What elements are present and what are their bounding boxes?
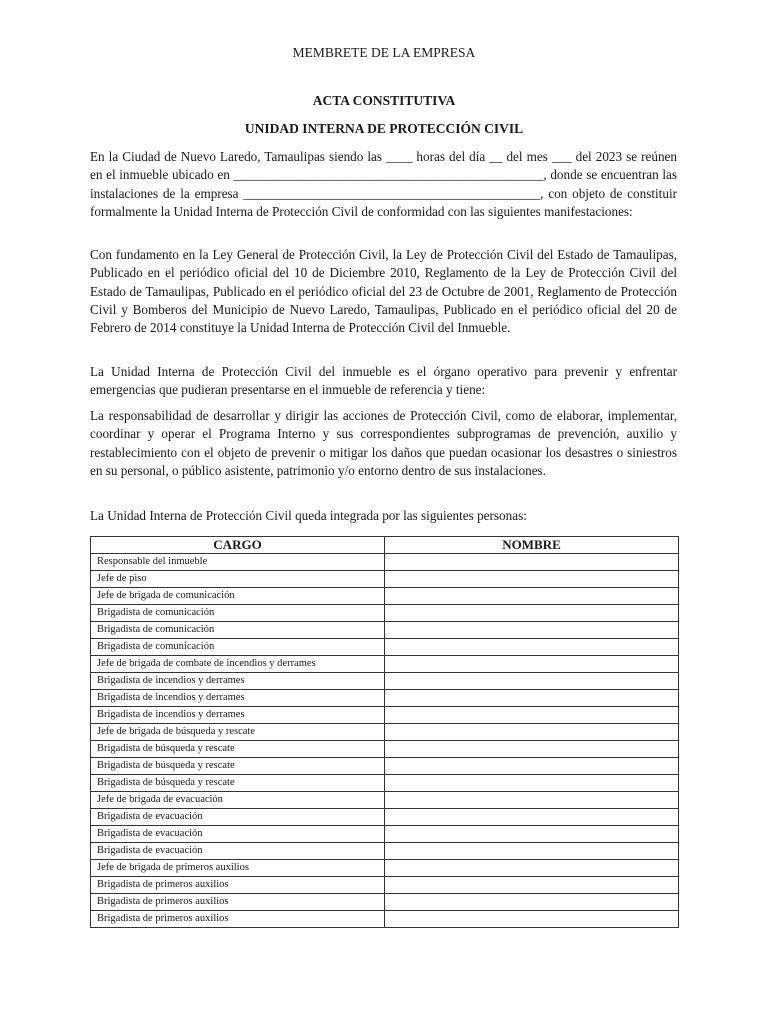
cargo-cell: Brigadista de incendios y derrames: [91, 690, 385, 707]
table-row: [91, 588, 679, 605]
cargo-cell: Jefe de brigada de primeros auxilios: [91, 860, 385, 877]
table-row: [91, 639, 679, 656]
cargo-cell: Brigadista de comunicación: [91, 622, 385, 639]
cargo-cell: Brigadista de evacuación: [91, 843, 385, 860]
cargo-cell: Brigadista de comunicación: [91, 639, 385, 656]
nombre-cell[interactable]: [385, 911, 679, 928]
paragraph-responsibility: La responsabilidad de desarrollar y dirigir las acciones de Protección Civil, como de elaborar, implementar, coordinar y operar el Programa Interno y sus correspondientes subprogramas de prevención, auxilio y restablecimiento con el objeto de prevenir o mitigar los daños que puedan ocasionar los desastres o siniestros en su personal, o público asistente, patrimonio y/o entorno dentro de sus instalaciones.: [90, 408, 677, 478]
cargo-cell: Brigadista de comunicación: [91, 605, 385, 622]
table-row: [91, 673, 679, 690]
table-row: [91, 758, 679, 775]
column-header-cargo: CARGO: [91, 537, 385, 554]
members-table-body: [91, 554, 679, 928]
nombre-cell[interactable]: [385, 571, 679, 588]
table-row: [91, 741, 679, 758]
nombre-cell[interactable]: [385, 758, 679, 775]
nombre-cell[interactable]: [385, 639, 679, 656]
table-row: [91, 809, 679, 826]
cargo-cell: Jefe de brigada de evacuación: [91, 792, 385, 809]
nombre-cell[interactable]: [385, 724, 679, 741]
nombre-cell[interactable]: [385, 605, 679, 622]
table-row: [91, 826, 679, 843]
cargo-cell: Brigadista de búsqueda y rescate: [91, 758, 385, 775]
table-row: [91, 605, 679, 622]
cargo-cell: Brigadista de incendios y derrames: [91, 673, 385, 690]
nombre-cell[interactable]: [385, 741, 679, 758]
cargo-cell: Brigadista de evacuación: [91, 826, 385, 843]
cargo-cell: Responsable del inmueble: [91, 554, 385, 571]
nombre-cell[interactable]: [385, 673, 679, 690]
nombre-cell[interactable]: [385, 775, 679, 792]
nombre-cell[interactable]: [385, 877, 679, 894]
cargo-cell: Brigadista de primeros auxilios: [91, 911, 385, 928]
paragraph-legal-basis: Con fundamento en la Ley General de Protección Civil, la Ley de Protección Civil del Estado de Tamaulipas, Publicado en el periódico oficial del 10 de Diciembre 2010, Reglamento de la Ley de Protección Civil del Estado de Tamaulipas, Publicado en el periódico oficial del 23 de Octubre de 2001, Reglamento de Protección Civil y Bomberos del Municipio de Nuevo Laredo, Tamaulipas, Publicado en el periódico oficial del 20 de Febrero de 2014 constituye la Unidad Interna de Protección Civil del Inmueble.: [90, 247, 677, 336]
document-title: ACTA CONSTITUTIVA: [312, 93, 456, 108]
paragraph-unit-definition: La Unidad Interna de Protección Civil del inmueble es el órgano operativo para prevenir y enfrentar emergencias que pudieran presentarse en el inmueble de referencia y tiene:: [90, 364, 677, 398]
cargo-cell: Brigadista de incendios y derrames: [91, 707, 385, 724]
table-row: [91, 792, 679, 809]
nombre-cell[interactable]: [385, 843, 679, 860]
nombre-cell[interactable]: [385, 860, 679, 877]
nombre-cell[interactable]: [385, 656, 679, 673]
table-row: [91, 622, 679, 639]
cargo-cell: Brigadista de primeros auxilios: [91, 894, 385, 911]
table-row: [91, 656, 679, 673]
nombre-cell[interactable]: [385, 588, 679, 605]
cargo-cell: Jefe de piso: [91, 571, 385, 588]
nombre-cell[interactable]: [385, 554, 679, 571]
nombre-cell[interactable]: [385, 894, 679, 911]
table-row: [91, 894, 679, 911]
paragraph-members-intro: La Unidad Interna de Protección Civil queda integrada por las siguientes personas:: [90, 508, 527, 523]
table-row: [91, 775, 679, 792]
cargo-cell: Brigadista de búsqueda y rescate: [91, 775, 385, 792]
table-row: [91, 554, 679, 571]
nombre-cell[interactable]: [385, 690, 679, 707]
nombre-cell[interactable]: [385, 826, 679, 843]
cargo-cell: Jefe de brigada de combate de incendios y derrames: [91, 656, 385, 673]
nombre-cell[interactable]: [385, 707, 679, 724]
table-row: [91, 843, 679, 860]
table-row: [91, 860, 679, 877]
table-row: [91, 707, 679, 724]
cargo-cell: Brigadista de evacuación: [91, 809, 385, 826]
table-row: [91, 724, 679, 741]
document-subtitle: UNIDAD INTERNA DE PROTECCIÓN CIVIL: [244, 121, 524, 136]
cargo-cell: Jefe de brigada de búsqueda y rescate: [91, 724, 385, 741]
nombre-cell[interactable]: [385, 792, 679, 809]
column-header-nombre: NOMBRE: [385, 537, 679, 554]
letterhead: MEMBRETE DE LA EMPRESA: [292, 45, 476, 60]
paragraph-intro: En la Ciudad de Nuevo Laredo, Tamaulipas siendo las ____ horas del día __ del mes ___ del 2023 se reúnen en el inmueble ubicado en _______________________________________________, donde se encuentran las instalaciones de la empresa _____________________________________________, con objeto de constituir formalmente la Unidad Interna de Protección Civil de conformidad con las siguientes manifestaciones:: [90, 149, 677, 219]
table-row: [91, 690, 679, 707]
table-header-row: [91, 537, 679, 554]
table-row: [91, 911, 679, 928]
cargo-cell: Brigadista de búsqueda y rescate: [91, 741, 385, 758]
nombre-cell[interactable]: [385, 622, 679, 639]
nombre-cell[interactable]: [385, 809, 679, 826]
cargo-cell: Brigadista de primeros auxilios: [91, 877, 385, 894]
table-row: [91, 571, 679, 588]
members-table: [90, 536, 679, 928]
cargo-cell: Jefe de brigada de comunicación: [91, 588, 385, 605]
table-row: [91, 877, 679, 894]
